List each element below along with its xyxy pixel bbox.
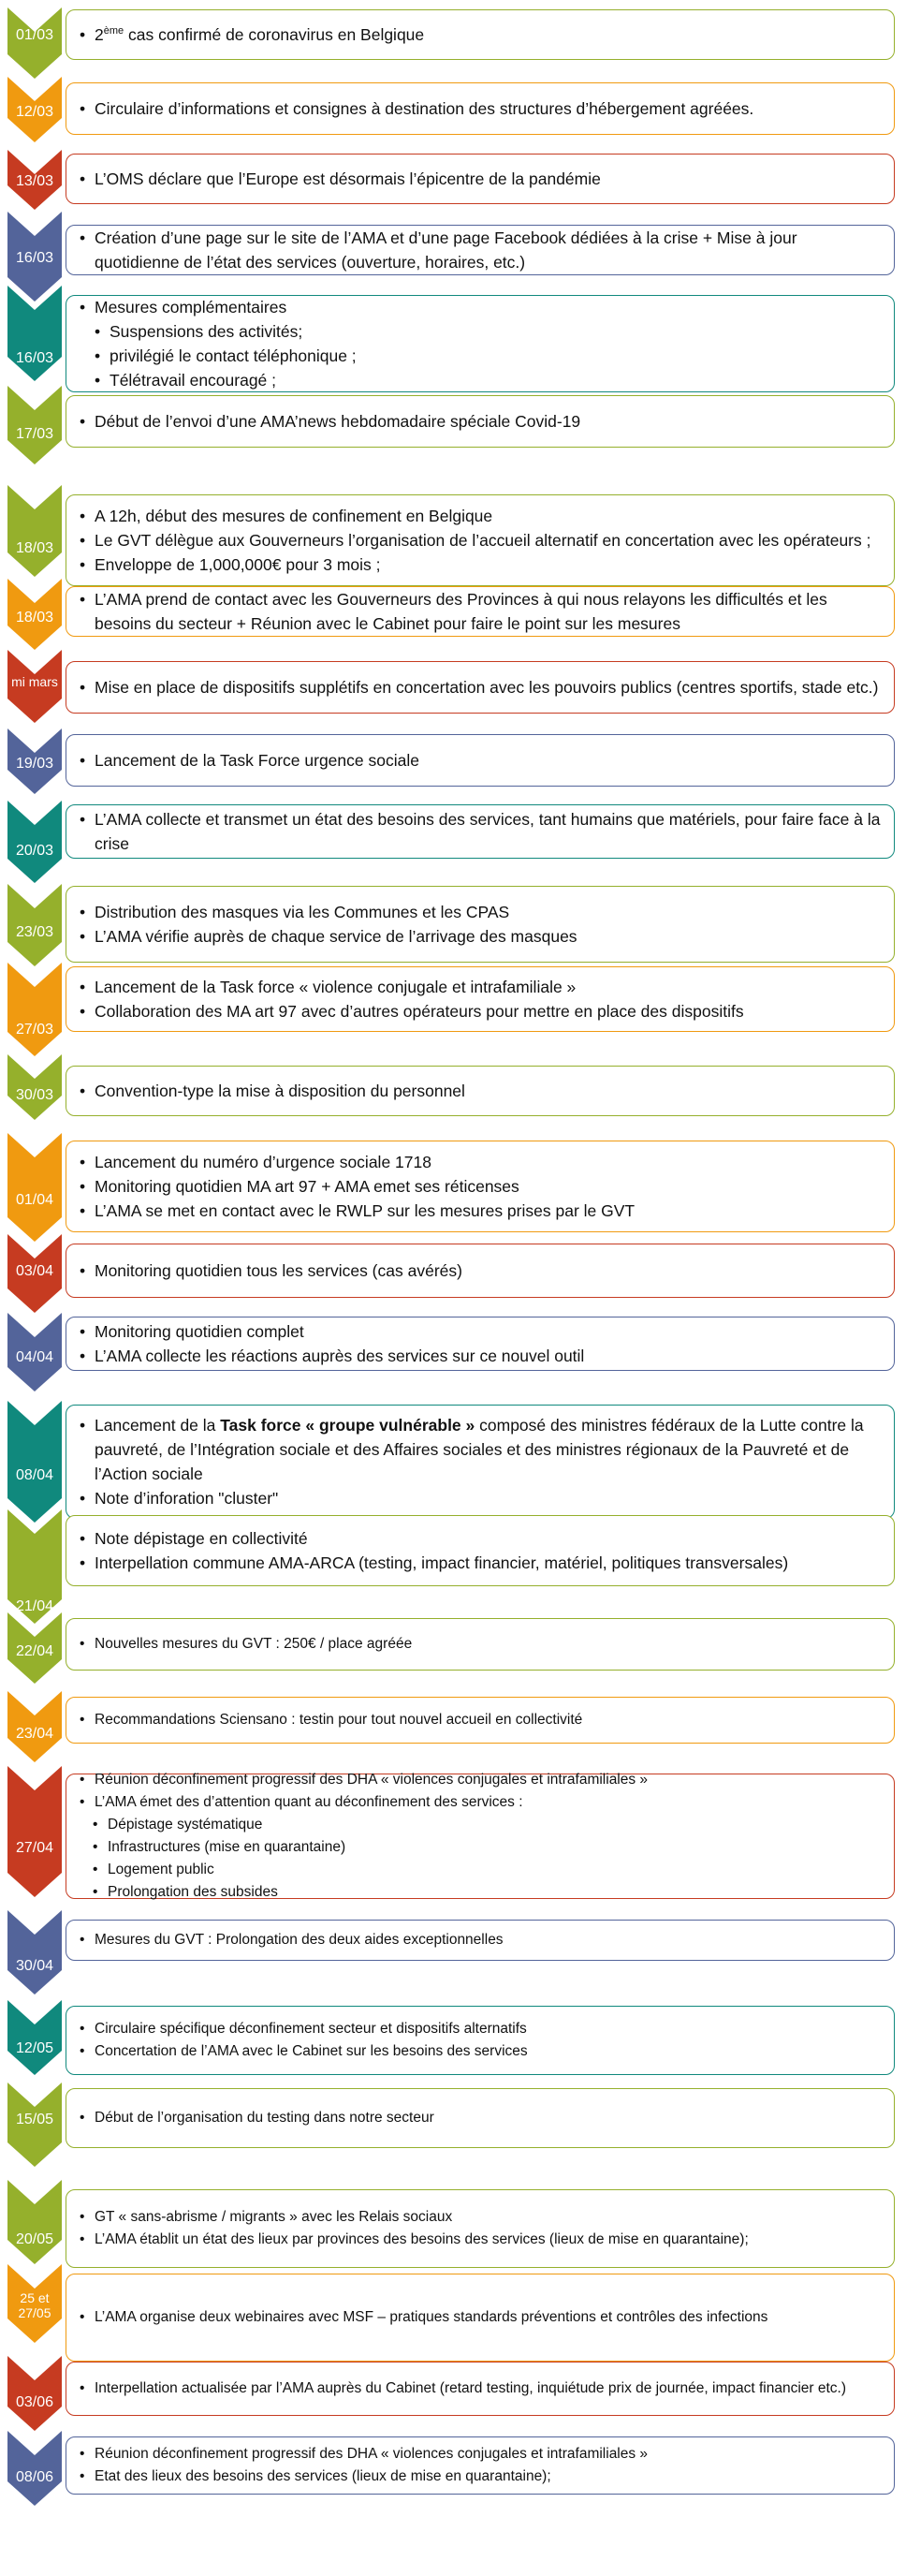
entry-card [66, 2274, 895, 2362]
entry-date: 30/03 [15, 1087, 54, 1103]
bullet-item [78, 2229, 884, 2251]
chevron-fill [7, 801, 62, 883]
date-chevron [7, 2264, 62, 2343]
entry-card [66, 661, 895, 714]
entry-card [66, 2436, 895, 2495]
entry-card [66, 1317, 895, 1371]
bullet-item [78, 167, 884, 191]
chevron-arrow-shape [7, 2180, 62, 2264]
bullet-item [78, 504, 884, 528]
sub-bullet-item [78, 1859, 884, 1881]
entry-card [66, 225, 895, 275]
entry-date: 01/03 [15, 27, 54, 43]
bullet-item [78, 1709, 884, 1731]
date-chevron [7, 2431, 62, 2506]
date-chevron [7, 286, 62, 381]
entry-date: 30/04 [15, 1958, 54, 1974]
date-chevron [7, 801, 62, 883]
bullet-item [78, 1079, 884, 1103]
bullet-item [78, 1174, 884, 1199]
bullet-item [78, 226, 884, 274]
entry-date: 01/04 [15, 1192, 54, 1208]
item-text: cas confirmé de coronavirus en Belgique [124, 25, 425, 44]
bullet-item [78, 2306, 884, 2329]
entry-card [66, 1515, 895, 1586]
bullet-item [78, 1150, 884, 1174]
chevron-arrow-shape [7, 1766, 62, 1897]
chevron-arrow-shape [7, 2356, 62, 2431]
chevron-fill [7, 2180, 62, 2264]
item-text: Prolongation des subsides [108, 1884, 278, 1900]
date-chevron [7, 963, 62, 1056]
date-chevron [7, 1612, 62, 1684]
entry-card [66, 494, 895, 586]
bullet-item [78, 1929, 884, 1951]
entry-card [66, 82, 895, 135]
item-text: Dépistage systématique [108, 1817, 263, 1833]
chevron-fill [7, 7, 62, 79]
entry-card [66, 1920, 895, 1961]
chevron-fill [7, 963, 62, 1056]
chevron-fill [7, 1910, 62, 1995]
item-text: Nouvelles mesures du GVT : 250€ / place agréée [95, 1636, 413, 1652]
item-text: Réunion déconfinement progressif des DHA « violences conjugales et intrafamiliales » [95, 1772, 649, 1788]
item-text: Logement public [108, 1862, 214, 1877]
item-text: L’AMA vérifie auprès de chaque service de l’arrivage des masques [95, 927, 577, 946]
item-text: L’AMA établit un état des lieux par provinces des besoins des services (lieux de mise en quarantaine); [95, 2231, 749, 2247]
bullet-item [78, 409, 884, 434]
item-text: Mesures du GVT : Prolongation des deux aides exceptionnelles [95, 1932, 504, 1948]
item-text: Monitoring quotidien tous les services (cas avérés) [95, 1261, 462, 1280]
bullet-item [78, 2107, 884, 2129]
bullet-item [78, 587, 884, 636]
item-text: Monitoring quotidien MA art 97 + AMA emet ses réticenses [95, 1177, 519, 1196]
entry-card [66, 1697, 895, 1744]
item-text: Début de l’envoi d’une AMA’news hebdomadaire spéciale Covid-19 [95, 412, 581, 431]
bullet-item [78, 975, 884, 999]
entry-card [66, 1244, 895, 1298]
entry-card [66, 2362, 895, 2416]
date-chevron [7, 579, 62, 650]
item-text: L’OMS déclare que l’Europe est désormais l’épicentre de la pandémie [95, 169, 601, 188]
item-text: Suspensions des activités; [110, 322, 303, 341]
sub-bullet-item [78, 344, 884, 368]
date-chevron [7, 150, 62, 210]
bullet-item [78, 807, 884, 856]
item-text: Infrastructures (mise en quarantaine) [108, 1839, 346, 1855]
chevron-arrow-shape [7, 485, 62, 577]
entry-date: 04/04 [15, 1349, 54, 1365]
entry-date: 16/03 [15, 350, 54, 366]
item-text: Circulaire d’informations et consignes à destination des structures d’hébergement agréées. [95, 99, 754, 118]
bullet-item [78, 552, 884, 577]
bullet-item [78, 2466, 884, 2488]
bullet-item [78, 675, 884, 699]
item-superscript: ème [103, 25, 124, 37]
chevron-arrow-shape [7, 1133, 62, 1242]
entry-date: 22/04 [15, 1643, 54, 1659]
bullet-item [78, 2018, 884, 2040]
chevron-fill [7, 386, 62, 464]
entry-date: mi mars [11, 674, 58, 689]
date-chevron [7, 1234, 62, 1313]
entry-date: 08/04 [15, 1467, 54, 1483]
chevron-arrow-shape [7, 2000, 62, 2075]
chevron-fill [7, 1766, 62, 1897]
entry-date: 17/03 [15, 426, 54, 442]
bullet-item [78, 528, 884, 552]
chevron-arrow-shape [7, 286, 62, 381]
date-chevron [7, 729, 62, 794]
bullet-item [78, 1413, 884, 1486]
date-chevron [7, 1401, 62, 1523]
date-chevron [7, 2356, 62, 2431]
sub-bullet-item [78, 368, 884, 392]
date-chevron [7, 77, 62, 142]
entry-card [66, 395, 895, 448]
sub-bullet-item [78, 1814, 884, 1836]
bullet-item [78, 1633, 884, 1656]
item-text: Enveloppe de 1,000,000€ pour 3 mois ; [95, 555, 381, 574]
entry-card [66, 295, 895, 392]
item-text: Lancement de la Task force « violence conjugale et intrafamiliale » [95, 978, 577, 996]
entry-date: 12/03 [15, 104, 54, 120]
entry-date: 23/03 [15, 924, 54, 940]
item-text: privilégié le contact téléphonique ; [110, 346, 357, 365]
item-text: Interpellation actualisée par l’AMA auprès du Cabinet (retard testing, inquiétude prix de journée, impact financier etc.) [95, 2380, 847, 2396]
entry-card [66, 1618, 895, 1671]
item-text: L’AMA collecte et transmet un état des besoins des services, tant humains que matériels, pour faire face à la crise [95, 810, 881, 853]
item-text: Circulaire spécifique déconfinement secteur et dispositifs alternatifs [95, 2021, 527, 2037]
item-text-prefix: Lancement de la [95, 1416, 221, 1435]
chevron-arrow-shape [7, 1401, 62, 1523]
item-text: Réunion déconfinement progressif des DHA « violences conjugales et intrafamiliales » [95, 2446, 649, 2462]
bullet-item [78, 2040, 884, 2063]
item-text: Collaboration des MA art 97 avec d’autres opérateurs pour mettre en place des dispositifs [95, 1002, 744, 1021]
bullet-item [78, 999, 884, 1023]
entry-card [66, 734, 895, 787]
item-text: Le GVT délègue aux Gouverneurs l’organisation de l’accueil alternatif en concertation avec les opérateurs ; [95, 531, 871, 550]
entry-date: 19/03 [15, 756, 54, 772]
date-chevron [7, 1054, 62, 1120]
entry-card [66, 2088, 895, 2148]
date-chevron [7, 386, 62, 464]
date-chevron [7, 1910, 62, 1995]
date-chevron [7, 1766, 62, 1897]
entry-card [66, 2189, 895, 2268]
entry-date: 03/06 [15, 2394, 54, 2410]
item-text: Note d’inforation "cluster" [95, 1489, 279, 1508]
date-chevron [7, 2000, 62, 2075]
bullet-item [78, 1551, 884, 1575]
entry-date: 25 et 27/05 [18, 2290, 51, 2320]
bullet-item [78, 22, 884, 47]
chevron-fill [7, 2000, 62, 2075]
item-text: Distribution des masques via les Communes et les CPAS [95, 903, 510, 921]
item-text: Début de l’organisation du testing dans notre secteur [95, 2110, 434, 2126]
bullet-item [78, 1319, 884, 1344]
chevron-arrow-shape [7, 801, 62, 883]
bullet-item [78, 2377, 884, 2400]
chevron-fill [7, 2356, 62, 2431]
date-chevron [7, 1313, 62, 1391]
entry-date: 23/04 [15, 1726, 54, 1742]
entry-date: 18/03 [15, 610, 54, 626]
entry-date: 20/03 [15, 843, 54, 859]
chevron-arrow-shape [7, 2431, 62, 2506]
entry-date: 20/05 [15, 2231, 54, 2247]
item-text: L’AMA se met en contact avec le RWLP sur les mesures prises par le GVT [95, 1201, 636, 1220]
entry-date: 16/03 [15, 250, 54, 266]
item-text: Monitoring quotidien complet [95, 1322, 304, 1341]
entry-card [66, 1774, 895, 1899]
entry-date: 18/03 [15, 540, 54, 556]
chevron-arrow-shape [7, 963, 62, 1056]
item-text: Interpellation commune AMA-ARCA (testing, impact financier, matériel, politiques transversales) [95, 1553, 789, 1572]
item-text: Convention-type la mise à disposition du personnel [95, 1082, 465, 1100]
item-text: Télétravail encouragé ; [110, 371, 277, 390]
bullet-item [78, 1526, 884, 1551]
chevron-arrow-shape [7, 7, 62, 79]
date-chevron [7, 2083, 62, 2167]
chevron-fill [7, 286, 62, 381]
bullet-item [78, 295, 884, 319]
chevron-fill [7, 2431, 62, 2506]
entry-card [66, 804, 895, 859]
entry-date: 03/04 [15, 1263, 54, 1279]
item-text: L’AMA prend de contact avec les Gouverneurs des Provinces à qui nous relayons les difficultés et les besoins du secteur + Réunion avec le Cabinet pour faire le point sur les mesures [95, 590, 827, 633]
item-text: Note dépistage en collectivité [95, 1529, 308, 1548]
bullet-item [78, 1769, 884, 1791]
bullet-item [78, 96, 884, 121]
entry-card [66, 586, 895, 637]
item-text: Création d’une page sur le site de l’AMA et d’une page Facebook dédiées à la crise + Mise à jour quotidienne de l’état des services (ouverture, horaires, etc.) [95, 228, 797, 272]
entry-card [66, 1141, 895, 1232]
date-chevron [7, 650, 62, 723]
date-chevron [7, 7, 62, 79]
sub-bullet-item [78, 1836, 884, 1859]
chevron-fill [7, 1133, 62, 1242]
bullet-item [78, 1486, 884, 1510]
item-bold-text: Task force « groupe vulnérable » [220, 1416, 475, 1435]
bullet-item [78, 1199, 884, 1223]
entry-card [66, 1066, 895, 1116]
sub-bullet-item [78, 319, 884, 344]
entry-card [66, 9, 895, 60]
item-text: Concertation de l’AMA avec le Cabinet sur les besoins des services [95, 2043, 528, 2059]
entry-date: 21/04 [15, 1598, 54, 1614]
bullet-item [78, 900, 884, 924]
item-text: L’AMA émet des d’attention quant au déconfinement des services : [95, 1794, 523, 1810]
bullet-item [78, 1344, 884, 1368]
date-chevron [7, 884, 62, 966]
entry-card [66, 966, 895, 1032]
bullet-item [78, 748, 884, 773]
date-chevron [7, 485, 62, 577]
bullet-item [78, 924, 884, 949]
chevron-arrow-shape [7, 386, 62, 464]
item-text: Mise en place de dispositifs supplétifs en concertation avec les pouvoirs publics (centres sportifs, stade etc.) [95, 678, 879, 697]
item-text: Recommandations Sciensano : testin pour tout nouvel accueil en collectivité [95, 1712, 583, 1728]
sub-bullet-item [78, 1881, 884, 1904]
entry-card [66, 1405, 895, 1519]
date-chevron [7, 1509, 62, 1624]
bullet-item [78, 2206, 884, 2229]
entry-date: 27/04 [15, 1840, 54, 1856]
item-text: A 12h, début des mesures de confinement en Belgique [95, 507, 493, 525]
item-text: GT « sans-abrisme / migrants » avec les Relais sociaux [95, 2209, 453, 2225]
chevron-fill [7, 1401, 62, 1523]
bullet-item [78, 2443, 884, 2466]
chevron-fill [7, 485, 62, 577]
entry-card [66, 154, 895, 204]
entry-date: 08/06 [15, 2469, 54, 2485]
item-text: Lancement du numéro d’urgence sociale 1718 [95, 1153, 431, 1171]
date-chevron [7, 1133, 62, 1242]
item-text: Lancement de la Task Force urgence sociale [95, 751, 419, 770]
bullet-item [78, 1791, 884, 1814]
item-text: Mesures complémentaires [95, 298, 287, 316]
entry-date: 12/05 [15, 2040, 54, 2056]
entry-date: 15/05 [15, 2112, 54, 2127]
item-text: Etat des lieux des besoins des services (lieux de mise en quarantaine); [95, 2468, 551, 2484]
entry-card [66, 2006, 895, 2075]
chevron-arrow-shape [7, 1910, 62, 1995]
date-chevron [7, 1691, 62, 1762]
item-text: L’AMA organise deux webinaires avec MSF – pratiques standards préventions et contrôles des infections [95, 2309, 768, 2325]
entry-card [66, 886, 895, 963]
date-chevron [7, 2180, 62, 2264]
item-text: L’AMA collecte les réactions auprès des services sur ce nouvel outil [95, 1347, 585, 1365]
bullet-item [78, 1259, 884, 1283]
entry-date: 27/03 [15, 1022, 54, 1038]
item-text: composé des ministres fédéraux de la Lutte contre la pauvreté, de l’Intégration sociale et des Affaires sociales et des ministres régionaux de la Pauvreté et de l’Action sociale [95, 1416, 864, 1483]
item-text-prefix: 2 [95, 25, 104, 44]
entry-date: 13/03 [15, 173, 54, 189]
